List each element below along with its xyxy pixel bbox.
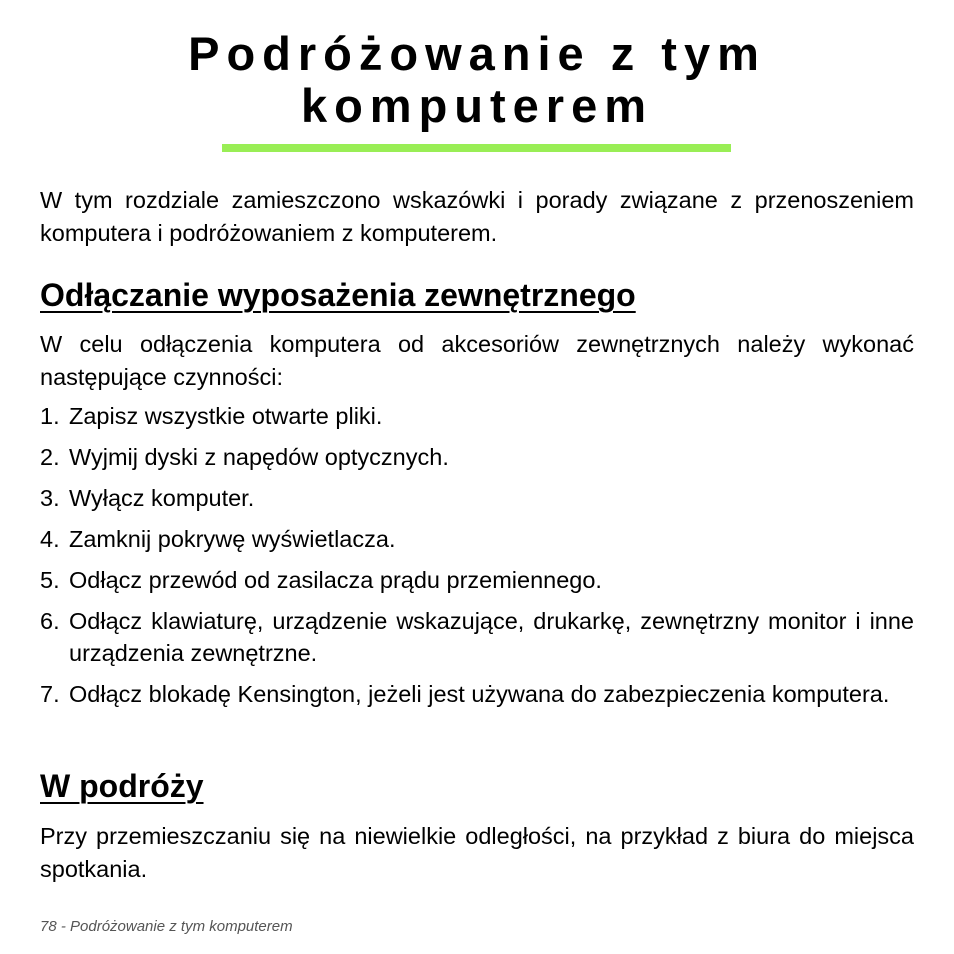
list-item: [40, 441, 914, 473]
list-item: [40, 523, 914, 555]
step-text: Wyłącz komputer.: [69, 485, 255, 511]
list-item: [40, 482, 914, 514]
step-number: 2.: [40, 444, 60, 470]
step-text: Zamknij pokrywę wyświetlacza.: [69, 526, 396, 552]
step-text: Odłącz blokadę Kensington, jeżeli jest używana do zabezpieczenia komputera.: [69, 681, 890, 707]
step-text: Wyjmij dyski z napędów optycznych.: [69, 444, 449, 470]
page-title-line-2: komputerem: [300, 79, 654, 132]
list-item: [40, 605, 914, 669]
list-item: [40, 678, 914, 710]
title-accent-rule: [222, 144, 731, 152]
step-number: 6.: [40, 608, 60, 634]
travel-paragraph: Przy przemieszczaniu się na niewielkie odległości, na przykład z biura do miejsca spotkania.: [40, 823, 914, 882]
page-title: [0, 28, 954, 132]
step-number: 1.: [40, 403, 60, 429]
list-item: [40, 564, 914, 596]
step-text: Odłącz przewód od zasilacza prądu przemiennego.: [69, 567, 602, 593]
steps-list: [40, 400, 914, 719]
list-item: [40, 400, 914, 432]
step-number: 3.: [40, 485, 60, 511]
section-lead-paragraph: W celu odłączenia komputera od akcesoriów zewnętrznych należy wykonać następujące czynności:: [40, 331, 914, 390]
section-heading-travel: W podróży: [40, 768, 204, 804]
section-heading-disconnecting: Odłączanie wyposażenia zewnętrznego: [40, 277, 636, 313]
step-number: 5.: [40, 567, 60, 593]
step-text: Zapisz wszystkie otwarte pliki.: [69, 403, 383, 429]
step-number: 4.: [40, 526, 60, 552]
page-footer: 78 - Podróżowanie z tym komputerem: [40, 918, 293, 935]
step-number: 7.: [40, 681, 60, 707]
page-title-line-1: Podróżowanie z tym: [188, 27, 766, 80]
intro-paragraph: W tym rozdziale zamieszczono wskazówki i porady związane z przenoszeniem komputera i podróżowaniem z komputerem.: [40, 187, 914, 246]
step-text: Odłącz klawiaturę, urządzenie wskazujące, drukarkę, zewnętrzny monitor i inne urządzenia zewnętrzne.: [69, 608, 914, 666]
